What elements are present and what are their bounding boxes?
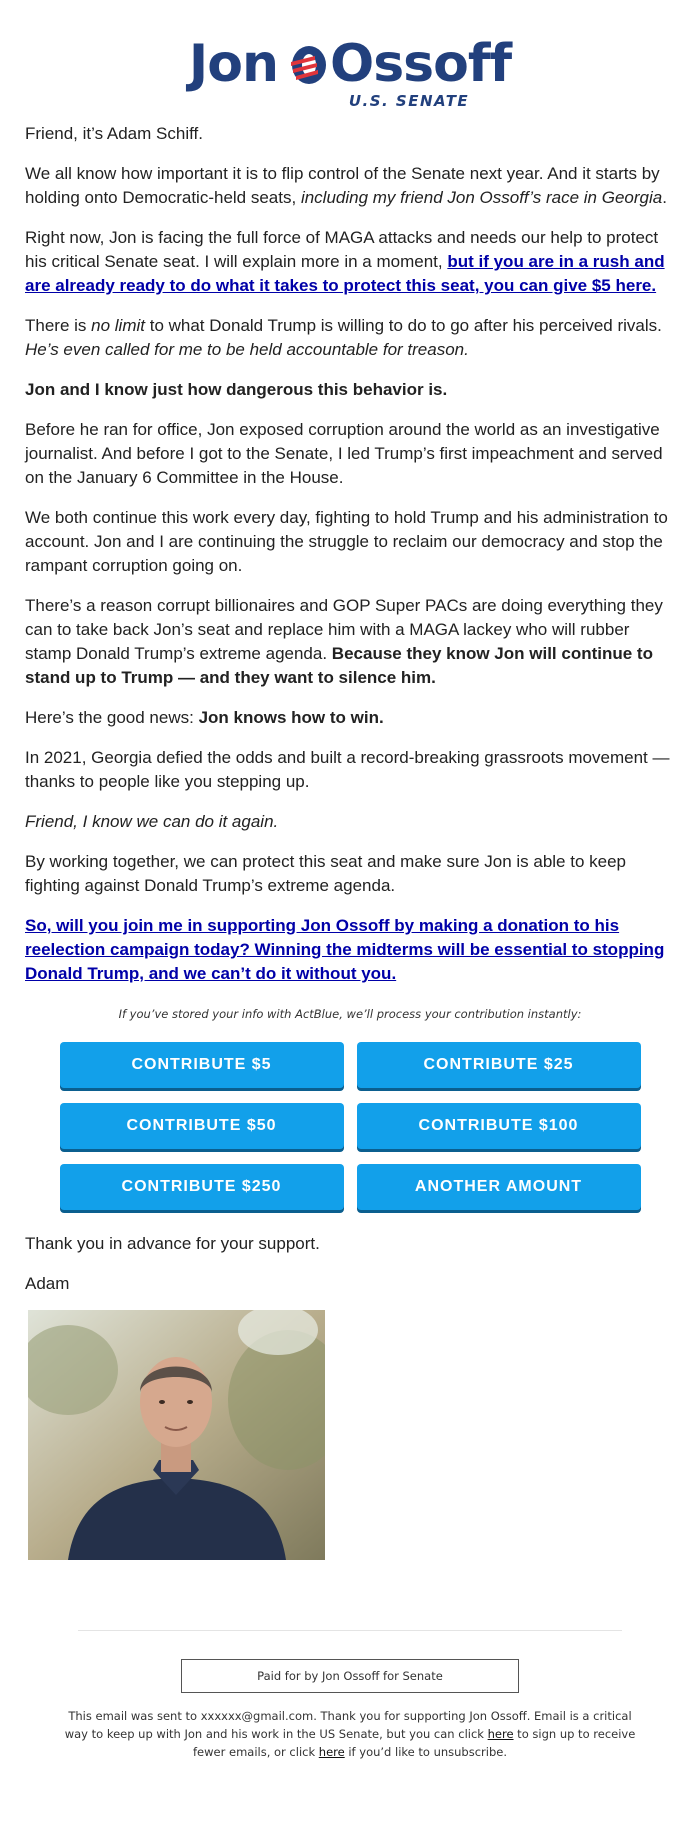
logo-subtitle: U.S. SENATE [348,92,470,110]
greeting: Friend, it’s Adam Schiff. [25,124,203,143]
contribute-5-button[interactable]: CONTRIBUTE $5 [60,1042,344,1088]
fewer-emails-link[interactable]: here [487,1727,514,1741]
donate-ask-link[interactable]: So, will you join me in supporting Jon Ossoff by making a donation to his reelection campaign today? Winning the midterms will be essential to stopping Donald Trump, and we can’t do it without you. [25,916,665,983]
thank-you-text: Thank you in advance for your support. [25,1234,320,1253]
paragraph-continue-work: We both continue this work every day, fighting to hold Trump and his administration to account. Jon and I are continuing the struggle to reclaim our democracy and stop the rampant corruption going on. [25,508,668,575]
p11-italic: Friend, I know we can do it again. [25,812,279,831]
actblue-note: If you’ve stored your info with ActBlue, we’ll process your contribution instantly: [118,1007,582,1021]
paragraph-good-news [25,706,675,730]
another-amount-button[interactable]: ANOTHER AMOUNT [357,1164,641,1210]
p9-bold: Jon knows how to win. [198,708,384,727]
footer-divider [78,1630,622,1631]
p9-text: Here’s the good news: [25,708,199,727]
paragraph-donate-ask [25,914,675,986]
contribute-100-button[interactable]: CONTRIBUTE $100 [357,1103,641,1149]
p4-emphasis: no limit [91,316,145,335]
paragraph-do-it-again [25,810,675,834]
logo-first-name: Jon [188,34,278,94]
p5-bold: Jon and I know just how dangerous this behavior is. [25,380,448,399]
p8-text: There’s a reason corrupt billionaires and GOP Super PACs are doing everything they can to take back Jon’s seat and replace him with a MAGA lackey who will rubber stamp Donald Trump’s extreme agenda. [25,596,663,663]
p3-text: Right now, Jon is facing the full force of MAGA attacks and needs our help to protect his critical Senate seat. I will explain more in a moment, [25,228,659,271]
contribution-buttons [0,1042,700,1210]
footer-text-b: . Thank you for supporting Jon Ossoff. Email is a critical way to keep up with Jon and his work in the US Senate, but you can click [64,1709,632,1741]
unsubscribe-link[interactable]: here [318,1745,345,1759]
paragraph-no-limit [25,314,675,362]
footer-text-a: This email was sent to [68,1709,201,1723]
contribute-25-button[interactable]: CONTRIBUTE $25 [357,1042,641,1088]
p2-end: . [662,188,667,207]
email-body [0,122,700,1026]
paragraph-flip-senate [25,162,675,210]
paragraph-super-pacs [25,594,675,690]
paragraph-background: Before he ran for office, Jon exposed corruption around the world as an investigative journalist. And before I got to the Senate, I led Trump’s first impeachment and served on the January 6 Committee in the House. [25,420,663,487]
logo-last-name: Ossoff [330,34,512,94]
footer-text-d: if you’d like to unsubscribe. [344,1745,507,1759]
footer-text-c: to sign up to receive fewer emails, or click [193,1727,636,1759]
p4-text-a: There is [25,316,92,335]
contribute-50-button[interactable]: CONTRIBUTE $50 [60,1103,344,1149]
paid-for-disclaimer: Paid for by Jon Ossoff for Senate [181,1659,519,1693]
p2-emphasis: including my friend Jon Ossoff’s race in Georgia [300,188,663,207]
p2-text: We all know how important it is to flip control of the Senate next year. And it starts by holding onto Democratic-held seats, [25,164,660,207]
recipient-email: xxxxxx@gmail.com [200,1709,314,1723]
paragraph-maga-attacks [25,226,675,298]
logo-wordmark [188,34,512,94]
closing [0,1232,700,1296]
p4-text-c: to what Donald Trump is willing to do to go after his perceived rivals. [145,316,662,335]
paragraph-2021: In 2021, Georgia defied the odds and built a record-breaking grassroots movement — thanks to people like you stepping up. [25,748,670,791]
paragraph-dangerous [25,378,675,402]
p4-treason-text: He’s even called for me to be held accountable for treason. [25,340,469,359]
contribute-250-button[interactable]: CONTRIBUTE $250 [60,1164,344,1210]
logo-stylized-o-icon [289,39,329,89]
footer-text [0,1693,700,1781]
p8-bold: Because they know Jon will continue to stand up to Trump — and they want to silence him. [25,644,653,687]
give-5-link[interactable]: but if you are in a rush and are already ready to do what it takes to protect this seat, you can give $5 here. [25,252,665,295]
campaign-logo [0,0,700,116]
signature: Adam [25,1274,70,1293]
adam-schiff-photo [28,1310,325,1560]
paragraph-working-together: By working together, we can protect this seat and make sure Jon is able to keep fighting against Donald Trump’s extreme agenda. [25,852,627,895]
